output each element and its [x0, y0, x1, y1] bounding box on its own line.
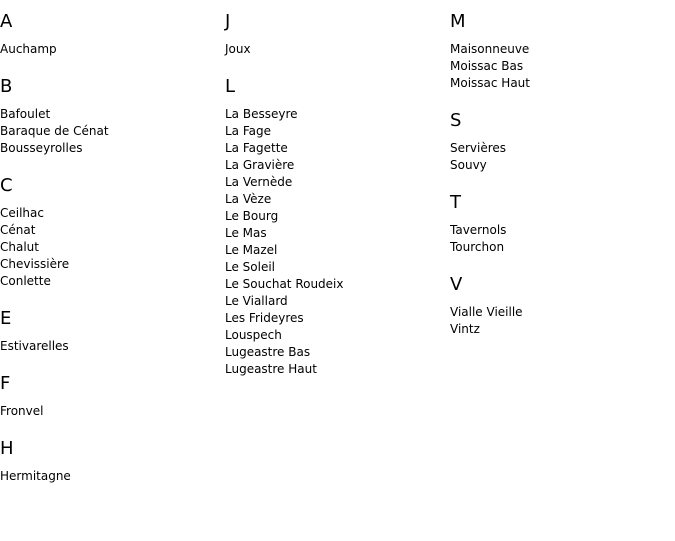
place-list — [0, 403, 220, 420]
place-link[interactable]: Le Viallard — [225, 294, 288, 308]
place-list — [225, 106, 445, 378]
place-link[interactable]: Vialle Vieille — [450, 305, 523, 319]
letter-group — [450, 174, 670, 256]
letter-group — [450, 256, 670, 338]
place-link[interactable]: Lugeastre Haut — [225, 362, 317, 376]
place-list — [0, 41, 220, 58]
group-letter-heading: E — [0, 308, 12, 329]
place-link[interactable]: Auchamp — [0, 42, 57, 56]
place-link[interactable]: Hermitagne — [0, 469, 71, 483]
place-link[interactable]: Moissac Haut — [450, 76, 530, 90]
group-letter-heading: A — [0, 11, 13, 32]
group-letter-heading: F — [0, 373, 11, 394]
group-letter-heading: H — [0, 438, 14, 459]
group-letter-heading: J — [225, 11, 231, 32]
place-link[interactable]: Servières — [450, 141, 507, 155]
letter-group — [0, 420, 220, 485]
place-link[interactable]: Tourchon — [450, 240, 505, 254]
place-link[interactable]: La Vernède — [225, 175, 293, 189]
place-link[interactable]: La Fage — [225, 124, 272, 138]
place-link[interactable]: Maisonneuve — [450, 42, 530, 56]
place-list — [0, 338, 220, 355]
letter-group — [225, 58, 445, 378]
place-list — [450, 41, 670, 92]
place-link[interactable]: La Gravière — [225, 158, 295, 172]
place-link[interactable]: Louspech — [225, 328, 282, 342]
place-link[interactable]: Le Mazel — [225, 243, 278, 257]
place-list — [0, 106, 220, 157]
place-link[interactable]: Tavernols — [450, 223, 507, 237]
place-link[interactable]: Vintz — [450, 322, 480, 336]
letter-group — [0, 355, 220, 420]
place-link[interactable]: Le Mas — [225, 226, 267, 240]
place-link[interactable]: Bafoulet — [0, 107, 51, 121]
group-letter-heading: B — [0, 76, 13, 97]
place-link[interactable]: Le Bourg — [225, 209, 279, 223]
place-link[interactable]: Chalut — [0, 240, 39, 254]
place-link[interactable]: Moissac Bas — [450, 59, 524, 73]
place-list — [450, 222, 670, 256]
place-link[interactable]: La Besseyre — [225, 107, 298, 121]
place-link[interactable]: Les Frideyres — [225, 311, 304, 325]
group-letter-heading: C — [0, 175, 13, 196]
place-link[interactable]: Estivarelles — [0, 339, 69, 353]
place-link[interactable]: Fronvel — [0, 404, 44, 418]
place-link[interactable]: La Vèze — [225, 192, 272, 206]
place-link[interactable]: Cénat — [0, 223, 36, 237]
place-link[interactable]: Lugeastre Bas — [225, 345, 311, 359]
place-link[interactable]: Baraque de Cénat — [0, 124, 109, 138]
place-list — [225, 41, 445, 58]
letter-group — [0, 157, 220, 290]
place-link[interactable]: Le Souchat Roudeix — [225, 277, 344, 291]
letter-group — [450, 0, 670, 92]
letter-group — [0, 58, 220, 157]
group-letter-heading: L — [225, 76, 236, 97]
letter-group — [0, 290, 220, 355]
place-link[interactable]: Bousseyrolles — [0, 141, 83, 155]
place-link[interactable]: Conlette — [0, 274, 51, 288]
place-link[interactable]: Souvy — [450, 158, 487, 172]
letter-group — [225, 0, 445, 58]
group-letter-heading: V — [450, 274, 463, 295]
index-column-2 — [225, 0, 445, 378]
place-link[interactable]: Ceilhac — [0, 206, 44, 220]
place-list — [450, 304, 670, 338]
group-letter-heading: T — [450, 192, 461, 213]
place-list — [0, 205, 220, 290]
place-list — [450, 140, 670, 174]
letter-group — [0, 0, 220, 58]
index-column-1 — [0, 0, 220, 485]
place-link[interactable]: Joux — [225, 42, 251, 56]
letter-group — [450, 92, 670, 174]
place-list — [0, 468, 220, 485]
group-letter-heading: M — [450, 11, 466, 32]
index-column-3 — [450, 0, 670, 338]
group-letter-heading: S — [450, 110, 462, 131]
place-link[interactable]: La Fagette — [225, 141, 288, 155]
place-link[interactable]: Le Soleil — [225, 260, 276, 274]
place-link[interactable]: Chevissière — [0, 257, 70, 271]
